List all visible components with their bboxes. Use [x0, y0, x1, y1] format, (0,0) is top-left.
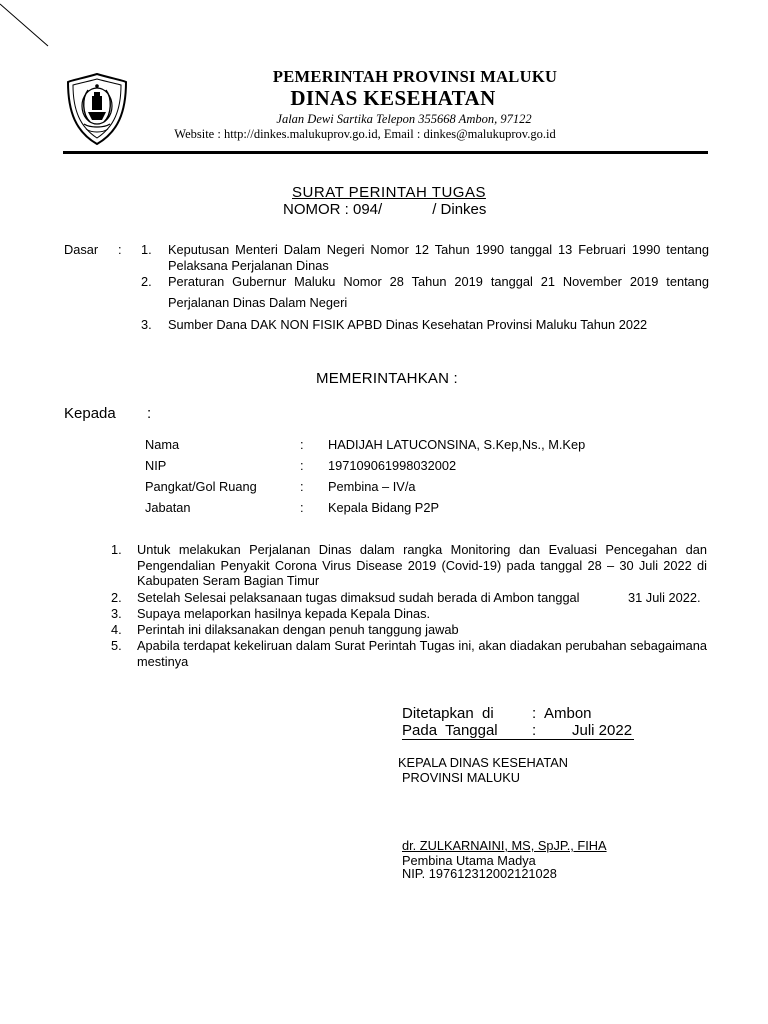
person-field-label: Jabatan — [145, 500, 191, 515]
ditetapkan-label: Ditetapkan di — [402, 705, 494, 722]
signatory-rank: Pembina Utama Madya — [402, 853, 536, 868]
letterhead-rule — [63, 151, 708, 154]
task-number: 5. — [111, 638, 122, 653]
dasar-item-number: 3. — [141, 317, 152, 332]
task-text: Untuk melakukan Perjalanan Dinas dalam rangka Monitoring dan Evaluasi Pencegahan dan Pengendalian Penyakit Corona Virus Disease 2019 (Covid-19) pada tanggal 28 – 30 Juli 2022 di Kabupaten Seram Bagian Timur — [137, 542, 707, 588]
person-field-colon: : — [300, 479, 304, 494]
person-field-colon: : — [300, 500, 304, 515]
task-text: Apabila terdapat kekeliruan dalam Surat Perintah Tugas ini, akan diadakan perubahan sebagaimana mestinya — [137, 638, 707, 669]
person-field-value: Kepala Bidang P2P — [328, 500, 439, 515]
task-return-date: 31 Juli 2022. — [628, 590, 701, 605]
corner-line — [0, 0, 60, 60]
signatory-position-line1: KEPALA DINAS KESEHATAN — [398, 755, 568, 770]
memerintahkan-heading: MEMERINTAHKAN : — [316, 370, 458, 387]
tanggal-label: Pada Tanggal — [402, 722, 498, 739]
dasar-item-number: 1. — [141, 242, 152, 257]
dasar-item-text-continued: Perjalanan Dinas Dalam Negeri — [168, 295, 348, 310]
dasar-label: Dasar — [64, 242, 99, 257]
signatory-position-line2: PROVINSI MALUKU — [402, 770, 521, 785]
person-field-value: 197109061998032002 — [328, 458, 457, 473]
person-field-colon: : — [300, 458, 304, 473]
letterhead-department: DINAS KESEHATAN — [290, 86, 496, 110]
person-field-colon: : — [300, 437, 304, 452]
dasar-item-text: Peraturan Gubernur Maluku Nomor 28 Tahun 2019 tanggal 21 November 2019 tentang — [168, 274, 709, 289]
ditetapkan-colon: : — [532, 705, 537, 722]
task-number: 4. — [111, 622, 122, 637]
ditetapkan-value: Ambon — [544, 705, 592, 722]
document-title: SURAT PERINTAH TUGAS — [292, 184, 486, 201]
kepada-label: Kepada — [64, 405, 116, 422]
kepada-colon: : — [147, 405, 152, 422]
person-field-value: HADIJAH LATUCONSINA, S.Kep,Ns., M.Kep — [328, 437, 586, 452]
letterhead-organization: PEMERINTAH PROVINSI MALUKU — [272, 67, 558, 86]
task-text: Supaya melaporkan hasilnya kepada Kepala Dinas. — [137, 606, 431, 621]
task-text: Perintah ini dilaksanakan dengan penuh tanggung jawab — [137, 622, 459, 637]
task-number: 1. — [111, 542, 122, 557]
task-number: 3. — [111, 606, 122, 621]
person-field-label: Pangkat/Gol Ruang — [145, 479, 257, 494]
letterhead-address: Jalan Dewi Sartika Telepon 355668 Ambon, 97122 — [276, 112, 532, 126]
dasar-item-text: Sumber Dana DAK NON FISIK APBD Dinas Kesehatan Provinsi Maluku Tahun 2022 — [168, 317, 648, 332]
tanggal-colon: : — [532, 722, 537, 739]
person-field-label: NIP — [145, 458, 167, 473]
task-number: 2. — [111, 590, 122, 605]
task-text: Setelah Selesai pelaksanaan tugas dimaksud sudah berada di Ambon tanggal — [137, 590, 580, 605]
person-field-value: Pembina – IV/a — [328, 479, 416, 494]
signatory-name: dr. ZULKARNAINI, MS, SpJP., FIHA — [402, 838, 607, 853]
document-number: NOMOR : 094/ / Dinkes — [283, 201, 487, 218]
dasar-item-number: 2. — [141, 274, 152, 289]
dasar-colon: : — [118, 242, 122, 257]
tanggal-value: Juli 2022 — [572, 722, 633, 739]
letterhead-website: Website : http://dinkes.malukuprov.go.id, Email : dinkes@malukuprov.go.id — [174, 127, 556, 141]
person-field-label: Nama — [145, 437, 180, 452]
signatory-nip: NIP. 197612312002121028 — [402, 866, 557, 881]
dasar-item-text: Keputusan Menteri Dalam Negeri Nomor 12 Tahun 1990 tanggal 13 Februari 1990 tentang Pelaksana Perjalanan Dinas — [168, 242, 709, 273]
